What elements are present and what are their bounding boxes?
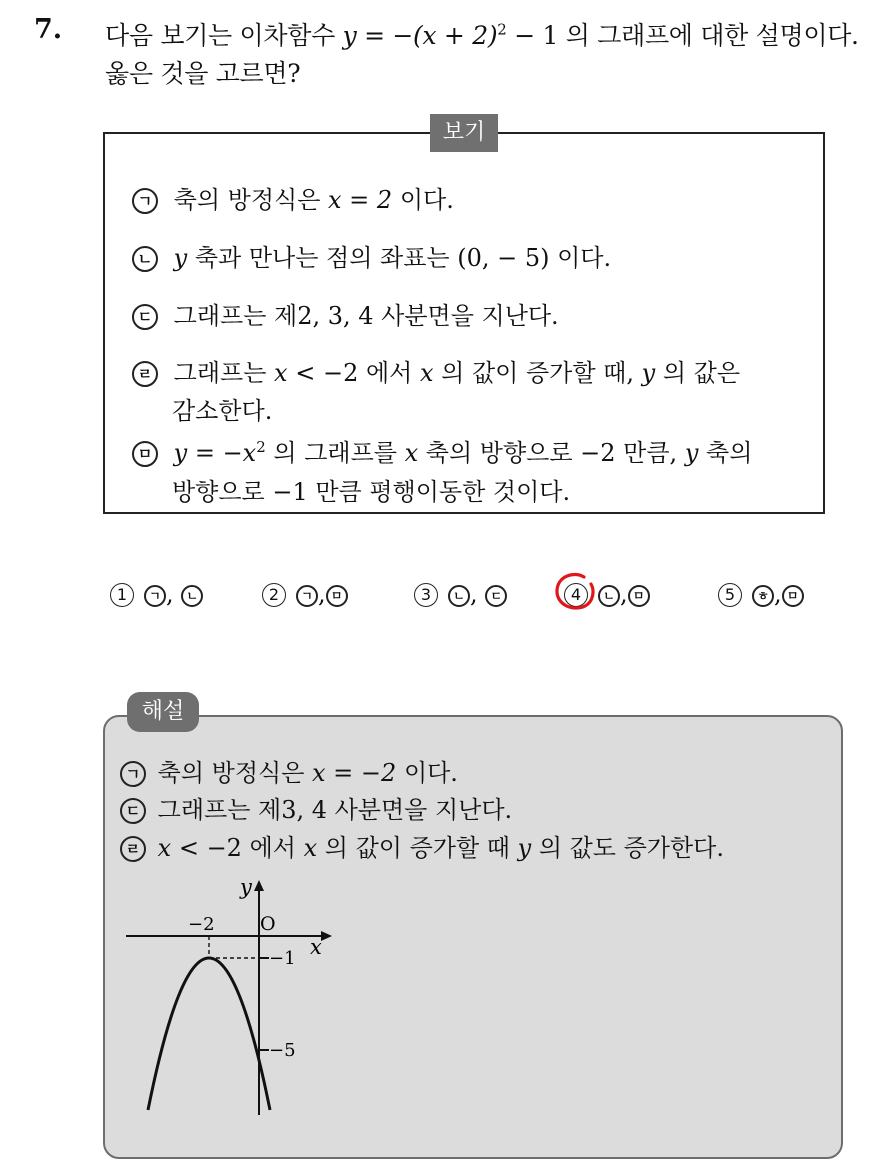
solution-title: 해설 xyxy=(127,692,199,732)
choice-1[interactable] xyxy=(110,580,203,608)
x-axis-label: x xyxy=(310,935,322,959)
bogi-math: x = 2 xyxy=(328,186,393,214)
choice-mark-b: ㅁ xyxy=(326,585,348,607)
choice-separator: , xyxy=(774,580,782,608)
solution-math: x xyxy=(303,834,318,862)
bogi-text: 축의 xyxy=(706,439,753,467)
question-suffix: 의 그래프에 대한 설명이다. xyxy=(565,21,859,50)
choice-number: 3 xyxy=(414,583,438,607)
question-line-2: 옳은 것을 고르면? xyxy=(105,59,301,88)
choice-mark-b: ㄴ xyxy=(181,585,203,607)
bogi-item-3 xyxy=(132,296,559,331)
bogi-mark: ㄹ xyxy=(132,361,158,387)
bogi-text: 의 값은 xyxy=(662,359,741,387)
bogi-item-2 xyxy=(132,238,611,273)
bogi-mark: ㄱ xyxy=(132,188,158,214)
bogi-math: x xyxy=(404,439,419,467)
choice-mark-b: ㅁ xyxy=(782,585,804,607)
y-intercept-label: −5 xyxy=(269,1040,296,1061)
choice-number: 4 xyxy=(564,583,588,607)
solution-text: < −2 에서 xyxy=(178,834,296,862)
bogi-math: (0, − 5) xyxy=(457,244,550,272)
answer-choices xyxy=(0,580,884,614)
parabola-graph xyxy=(118,870,348,1120)
bogi-math: x xyxy=(419,359,434,387)
bogi-text: 의 그래프를 xyxy=(273,439,397,467)
question-formula: y = −(x + 2) xyxy=(342,21,498,50)
choice-separator: , xyxy=(166,580,174,608)
bogi-text: < −2 에서 xyxy=(295,359,413,387)
solution-mark: ㄹ xyxy=(120,836,146,862)
choice-mark-b: ㄷ xyxy=(485,585,507,607)
solution-text: 그래프는 제3, 4 사분면을 지난다. xyxy=(157,796,513,824)
bogi-text: 이다. xyxy=(557,244,612,272)
choice-mark-a: ㄱ xyxy=(144,585,166,607)
question-exponent: 2 xyxy=(497,20,507,39)
question-formula-tail: − 1 xyxy=(514,21,559,50)
solution-text: 의 값도 증가한다. xyxy=(538,834,724,862)
y-axis-label: y xyxy=(240,875,252,899)
choice-separator: , xyxy=(318,580,326,608)
bogi-math: x xyxy=(274,359,288,387)
choice-number: 2 xyxy=(262,583,286,607)
solution-math: x xyxy=(157,834,172,862)
bogi-text: 이다. xyxy=(399,186,454,214)
solution-mark: ㄱ xyxy=(120,761,146,787)
bogi-math: y xyxy=(641,359,656,387)
bogi-math: y xyxy=(684,439,699,467)
bogi-exponent: 2 xyxy=(256,438,266,456)
bogi-text: 축과 만나는 점의 좌표는 xyxy=(194,244,450,272)
solution-text: 축의 방정식은 xyxy=(157,759,305,787)
solution-text: 이다. xyxy=(403,759,458,787)
choice-mark-a: ㄱ xyxy=(296,585,318,607)
bogi-text: 축의 방정식은 xyxy=(173,186,321,214)
question-number: 7. xyxy=(34,14,63,45)
bogi-math: y xyxy=(173,244,188,272)
choice-number: 5 xyxy=(718,583,742,607)
y-axis-arrow-icon xyxy=(254,880,264,891)
vertex-y-label: −1 xyxy=(269,948,296,969)
origin-label: O xyxy=(260,913,276,935)
bogi-item-5-cont: 방향으로 −1 만큼 평행이동한 것이다. xyxy=(172,478,571,506)
solution-line-2 xyxy=(120,790,512,825)
solution-math: x = −2 xyxy=(312,759,397,787)
bogi-mark: ㅁ xyxy=(132,441,158,467)
bogi-item-1 xyxy=(132,180,454,215)
solution-math: y xyxy=(517,834,532,862)
solution-text: 의 값이 증가할 때 xyxy=(324,834,510,862)
bogi-math: y = −x xyxy=(173,439,257,467)
solution-line-1 xyxy=(120,753,458,788)
bogi-text: 의 값이 증가할 때, xyxy=(441,359,634,387)
bogi-mark: ㄷ xyxy=(132,304,158,330)
vertex-x-label: −2 xyxy=(188,914,215,935)
choice-mark-a: ㄴ xyxy=(448,585,470,607)
choice-separator: , xyxy=(470,580,478,608)
choice-separator: , xyxy=(620,580,628,608)
bogi-title: 보기 xyxy=(430,114,498,152)
bogi-item-5 xyxy=(132,433,752,468)
choice-number: 1 xyxy=(110,583,134,607)
parabola-curve xyxy=(148,958,270,1110)
bogi-mark: ㄴ xyxy=(132,246,158,272)
solution-line-3 xyxy=(120,828,724,863)
solution-mark: ㄷ xyxy=(120,798,146,824)
x-axis-arrow-icon xyxy=(321,931,332,941)
bogi-text: 그래프는 xyxy=(173,359,267,387)
choice-3[interactable] xyxy=(414,580,507,608)
question-line-1 xyxy=(105,16,859,52)
choice-5[interactable] xyxy=(718,580,804,608)
choice-mark-b: ㅁ xyxy=(628,585,650,607)
choice-mark-a: ㅎ xyxy=(752,585,774,607)
bogi-text: 축의 방향으로 −2 만큼, xyxy=(425,439,678,467)
question-prefix: 다음 보기는 이차함수 xyxy=(105,21,335,50)
selected-answer-circle xyxy=(554,572,596,612)
choice-2[interactable] xyxy=(262,580,348,608)
choice-mark-a: ㄴ xyxy=(598,585,620,607)
bogi-item-4 xyxy=(132,353,740,388)
bogi-item-4-cont: 감소한다. xyxy=(172,397,273,425)
bogi-text: 그래프는 제2, 3, 4 사분면을 지난다. xyxy=(173,302,559,330)
